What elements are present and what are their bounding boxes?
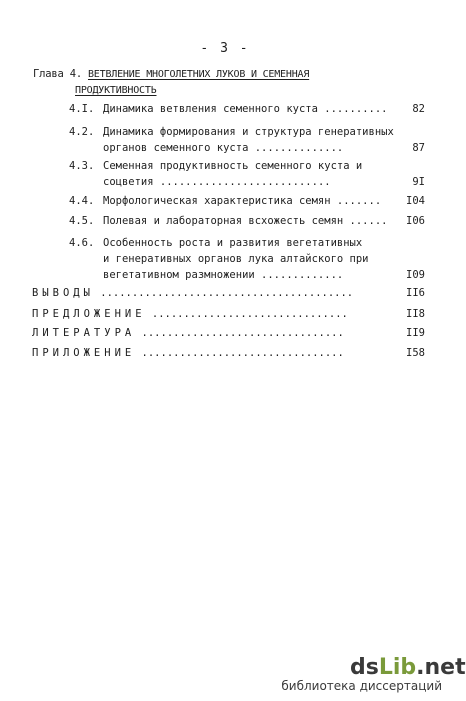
toc-entry-page: 87 <box>412 142 425 154</box>
chapter-label: Глава 4. <box>33 68 82 80</box>
toc-entry-text <box>103 158 393 190</box>
toc-leader-dots: ....... <box>330 195 382 207</box>
toc-section-label: ВЫВОДЫ <box>32 287 94 299</box>
toc-entry-page: I09 <box>406 269 425 281</box>
toc-section-page: I58 <box>406 347 425 359</box>
brand-net: .net <box>416 655 466 680</box>
dslib-brand <box>350 655 466 680</box>
toc-section-appendix <box>32 345 432 361</box>
toc-entry-page: I04 <box>406 195 425 207</box>
toc-section-label: ПРЕДЛОЖЕНИЕ <box>32 308 146 320</box>
toc-entry-number: 4.4. <box>69 195 95 207</box>
toc-entry-text <box>103 101 393 117</box>
toc-entry-number: 4.3. <box>69 160 95 172</box>
toc-leader-dots: ................................ <box>135 347 344 359</box>
toc-entry-text <box>103 124 393 156</box>
chapter-title-line2: ПРОДУКТИВНОСТЬ <box>75 85 157 96</box>
toc-leader-dots: .......... <box>317 103 388 115</box>
toc-entry-line: Полевая и лабораторная всхожесть семян <box>103 215 344 227</box>
toc-entry-line: соцветия <box>103 176 154 188</box>
brand-lib: Lib <box>378 655 417 680</box>
toc-entry-line: органов семенного куста <box>103 142 249 154</box>
toc-section-page: II6 <box>406 287 425 299</box>
toc-entry-number: 4.I. <box>69 103 95 115</box>
toc-entry-line: вегетативном размножении <box>103 269 255 281</box>
toc-entry-page: I06 <box>406 215 425 227</box>
toc-section-proposal <box>32 306 432 322</box>
toc-leader-dots: ............................... <box>145 308 348 320</box>
toc-entry-line: и генеративных органов лука алтайского при <box>103 253 369 265</box>
brand-ds: ds <box>350 655 379 680</box>
chapter-title-line1: ВЕТВЛЕНИЕ МНОГОЛЕТНИХ ЛУКОВ И СЕМЕННАЯ <box>87 69 310 80</box>
toc-entry-line: Динамика ветвления семенного куста <box>103 103 318 115</box>
toc-entry-line: Семенная продуктивность семенного куста и <box>103 160 363 172</box>
toc-section-page: II9 <box>406 327 425 339</box>
page-number: - 3 - <box>200 41 250 56</box>
toc-leader-dots: ................................ <box>135 327 344 339</box>
toc-leader-dots: ........................................ <box>93 287 354 299</box>
toc-leader-dots: ...... <box>343 215 388 227</box>
toc-leader-dots: .............. <box>248 142 344 154</box>
toc-entry-number: 4.2. <box>69 126 95 138</box>
toc-leader-dots: ........................... <box>153 176 331 188</box>
toc-entry-page: 82 <box>412 103 425 115</box>
chapter-heading <box>33 66 403 99</box>
toc-entry-text <box>103 235 393 283</box>
toc-entry-number: 4.5. <box>69 215 95 227</box>
toc-entry-line: Морфологическая характеристика семян <box>103 195 331 207</box>
toc-entry-text <box>103 193 393 209</box>
toc-section-label: ПРИЛОЖЕНИЕ <box>32 347 136 359</box>
toc-section-label: ЛИТЕРАТУРА <box>32 327 136 339</box>
toc-entry-page: 9I <box>412 176 425 188</box>
toc-section-page: II8 <box>406 308 425 320</box>
toc-entry-line: Динамика формирования и структура генеративных <box>103 126 394 138</box>
toc-section-conclusions <box>32 285 432 301</box>
dslib-watermark-logo <box>262 655 466 695</box>
toc-section-literature <box>32 325 432 341</box>
toc-entry-text <box>103 213 393 229</box>
toc-entry-line: Особенность роста и развития вегетативных <box>103 237 363 249</box>
dslib-subtitle: библиотека диссертаций <box>281 679 442 693</box>
toc-leader-dots: ............. <box>254 269 344 281</box>
toc-entry-number: 4.6. <box>69 237 95 249</box>
